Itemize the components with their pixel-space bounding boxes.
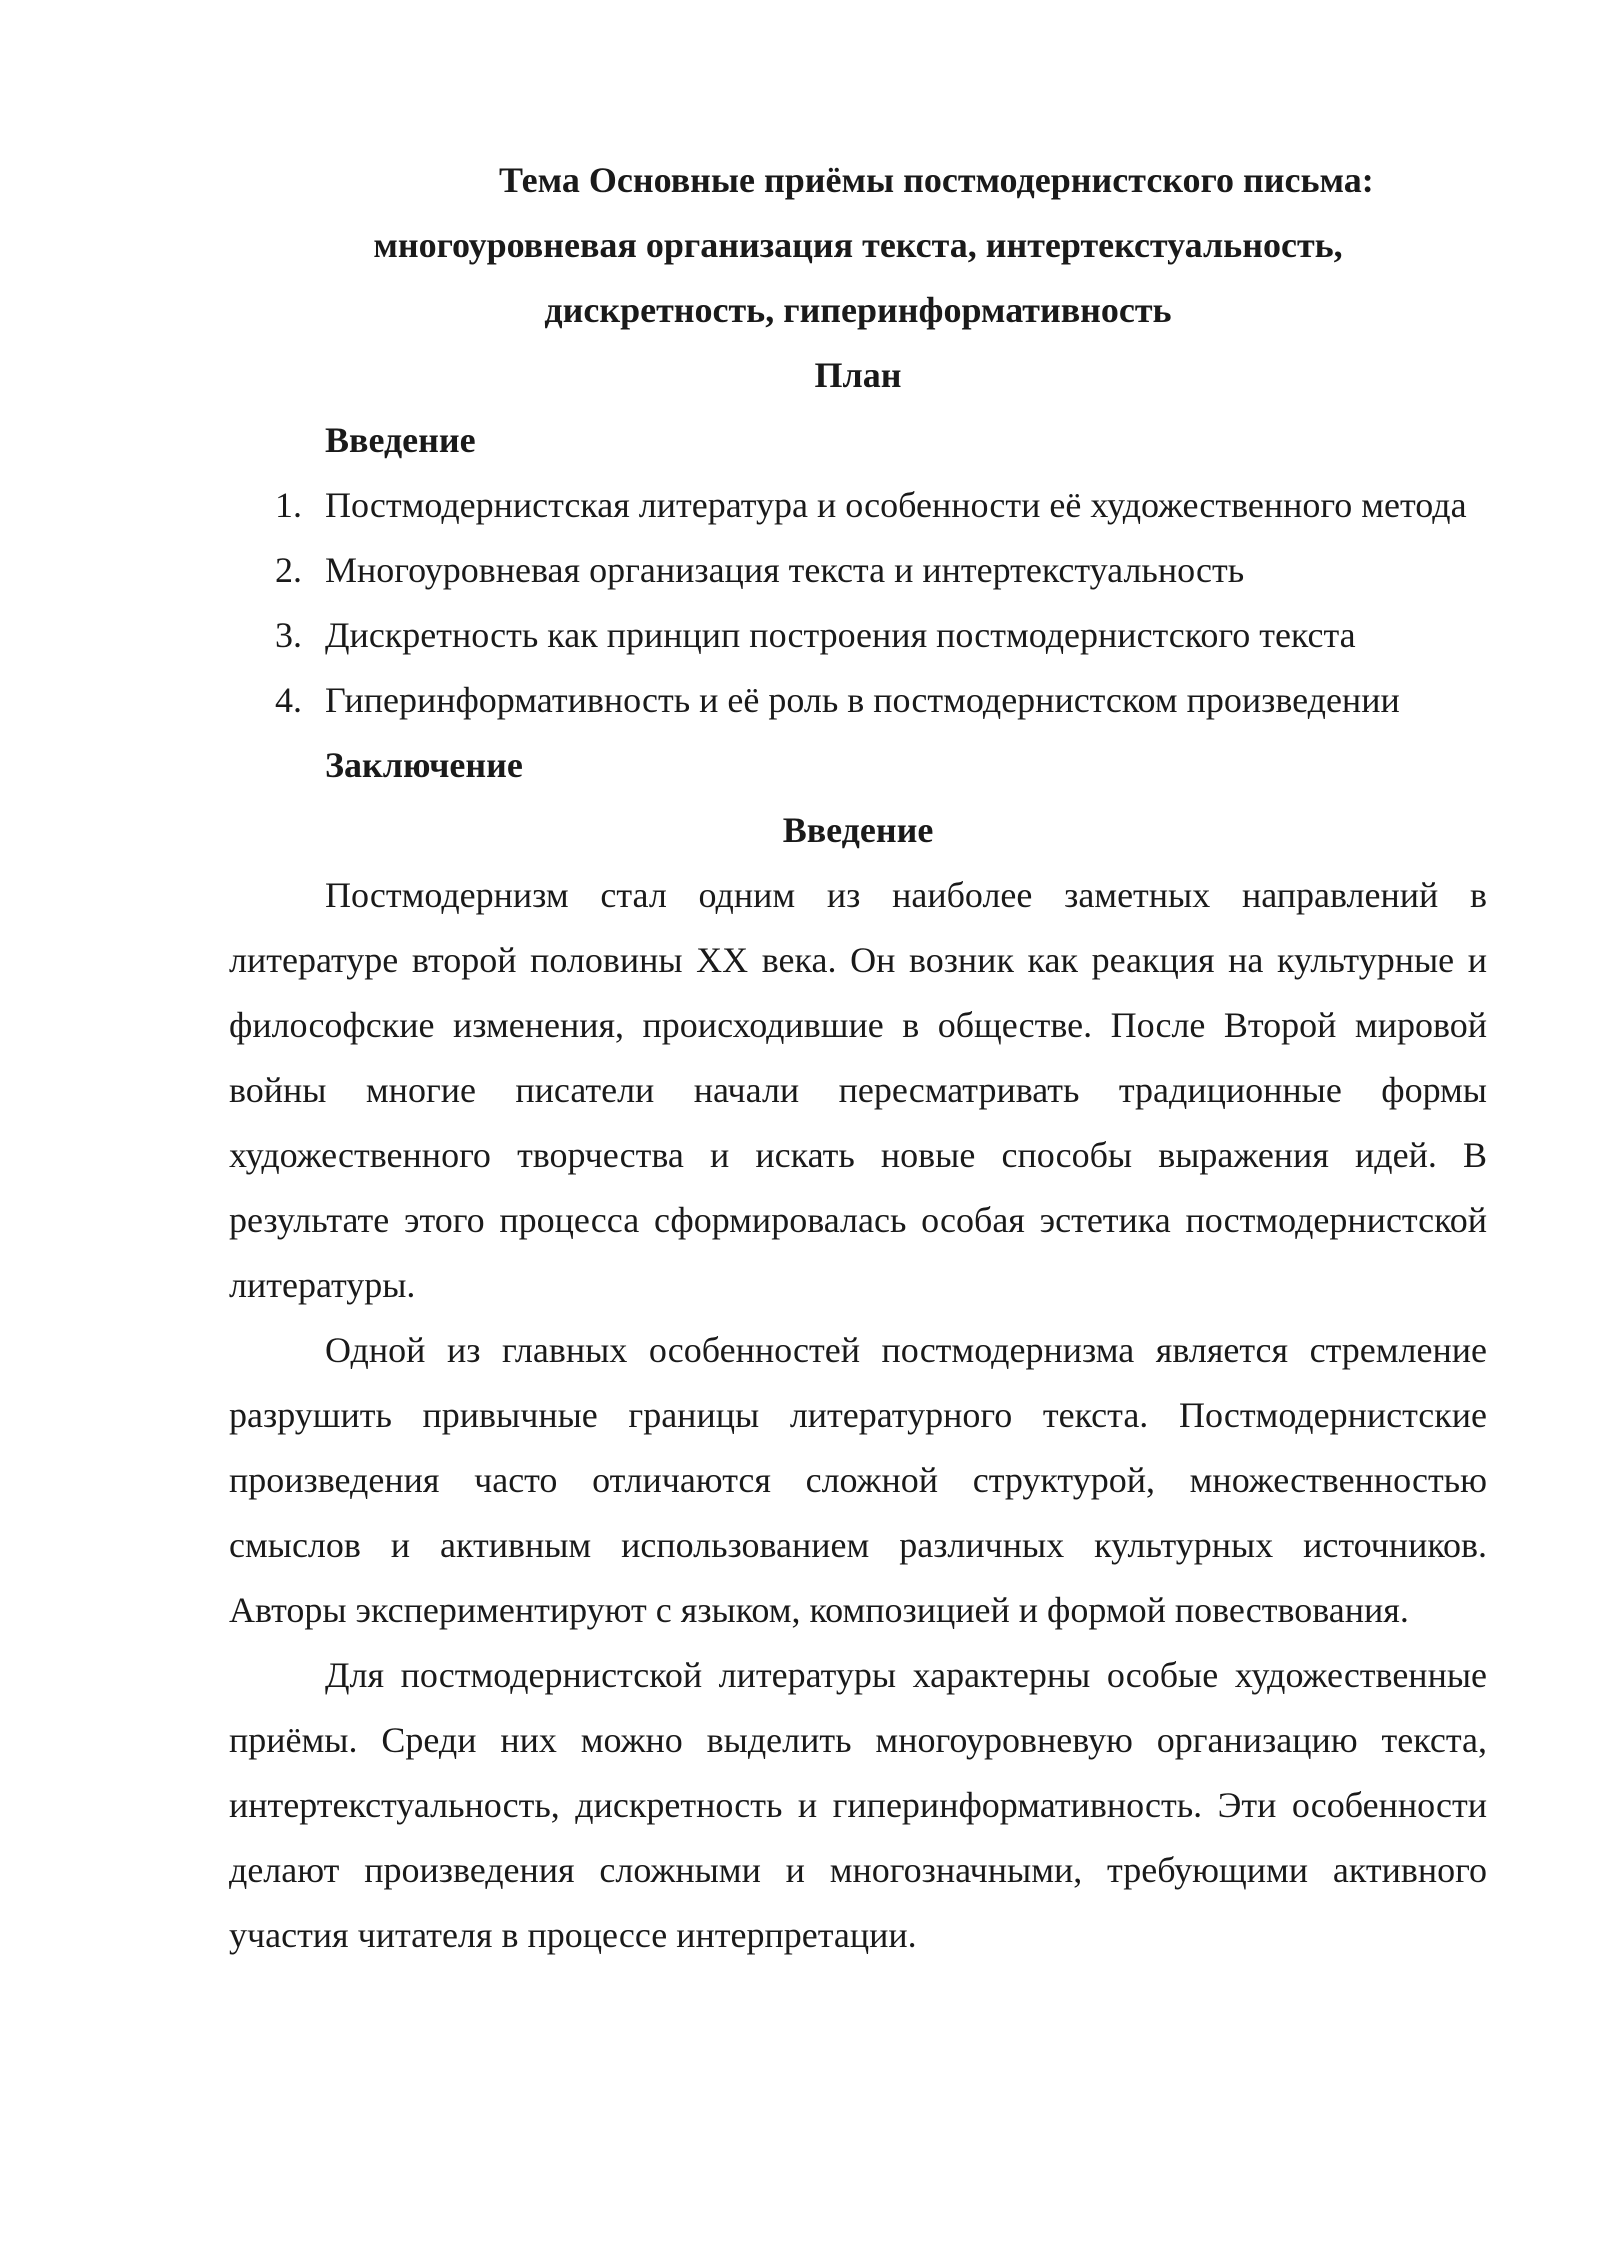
plan-item-text: Дискретность как принцип построения постмодернистского текста <box>325 615 1356 655</box>
plan-item-number: 3. <box>275 615 302 655</box>
title-line: Тема Основные приёмы постмодернистского письма: <box>499 160 1374 200</box>
title-line: дискретность, гиперинформативность <box>544 290 1172 330</box>
plan-item-text: Постмодернистская литература и особенности её художественного метода <box>325 485 1467 525</box>
plan-heading <box>229 343 1487 408</box>
plan-item-number: 4. <box>275 680 302 720</box>
plan-list <box>229 473 1487 733</box>
plan-item <box>229 603 1487 668</box>
plan-item <box>229 668 1487 733</box>
plan-heading-text: План <box>814 355 902 395</box>
section-heading: Введение <box>782 810 934 850</box>
document-page <box>229 148 1487 1968</box>
plan-conclusion: Заключение <box>325 745 523 785</box>
plan-item <box>229 538 1487 603</box>
document-title <box>229 148 1487 343</box>
plan-item <box>229 473 1487 538</box>
plan-item-text: Гиперинформативность и её роль в постмодернистском произведении <box>325 680 1400 720</box>
plan-intro: Введение <box>325 420 476 460</box>
plan-item-text: Многоуровневая организация текста и интертекстуальность <box>325 550 1245 590</box>
plan-item-number: 2. <box>275 550 302 590</box>
title-line: многоуровневая организация текста, интертекстуальность, <box>373 225 1343 265</box>
body-paragraph: Для постмодернистской литературы характерны особые художественные приёмы. Среди них можно выделить многоуровневую организацию текста, интертекстуальность, дискретность и гиперинформативность. Эти особенности делают произведения сложными и многозначными, требующими активного участия читателя в процессе интерпретации. <box>229 1655 1487 1955</box>
body-paragraph: Постмодернизм стал одним из наиболее заметных направлений в литературе второй половины XX века. Он возник как реакция на культурные и философские изменения, происходившие в обществе. После Второй мировой войны многие писатели начали пересматривать традиционные формы художественного творчества и искать новые способы выражения идей. В результате этого процесса сформировалась особая эстетика постмодернистской литературы. <box>229 875 1487 1305</box>
body-paragraph: Одной из главных особенностей постмодернизма является стремление разрушить привычные границы литературного текста. Постмодернистские произведения часто отличаются сложной структурой, множественностью смыслов и активным использованием различных культурных источников. Авторы экспериментируют с языком, композицией и формой повествования. <box>229 1330 1487 1630</box>
plan-item-number: 1. <box>275 485 302 525</box>
